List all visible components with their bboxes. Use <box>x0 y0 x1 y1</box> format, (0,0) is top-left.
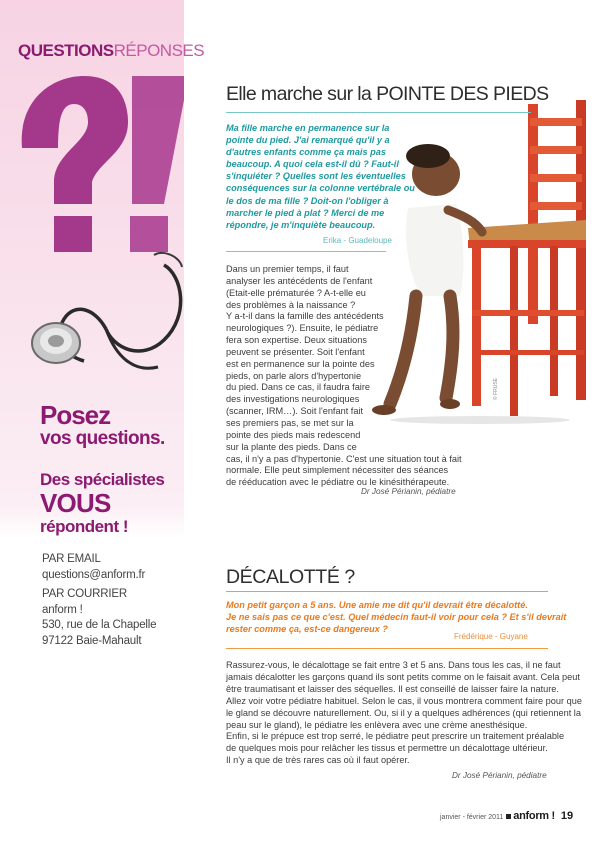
text-line: des investigations neurologiques <box>226 394 360 405</box>
stethoscope-image <box>14 245 190 390</box>
text-line: est en permanence sur la pointe des <box>226 358 375 369</box>
article2-title: DÉCALOTTÉ ? <box>226 566 355 588</box>
article1-signature: Erika - Guadeloupe <box>323 236 392 245</box>
article1-question-rule <box>226 251 386 252</box>
text-line: du pied. Dans ce cas, il faudra faire <box>226 382 371 393</box>
text-line: jamais décalotter les garçons quand ils sont petits comme on le faisait avant. Cela peut <box>226 671 580 682</box>
text-line: Rassurez-vous, le décalottage se fait entre 3 et 5 ans. Dans tous les cas, il ne faut <box>226 660 561 670</box>
address-line: anform ! <box>42 603 83 616</box>
email-label: PAR EMAIL <box>42 553 101 565</box>
section-title-light: RÉPONSES <box>113 41 205 60</box>
text-line: fera son expertise. Deux situations <box>226 335 367 346</box>
text-line: analyser les antécédents de l'enfant <box>226 275 373 286</box>
text-line: (scanner, IRM…). Soit l'enfant fait <box>226 406 364 417</box>
specialists-line: Des spécialistes <box>40 470 165 489</box>
contact-email-block <box>42 552 145 583</box>
article2-question <box>226 599 566 635</box>
page-footer <box>440 810 573 822</box>
text-line: Je ne sais pas ce que c'est. Quel médecin faut-il voir pour cela ? Et s'il devrait <box>226 612 567 622</box>
text-line: peuvent se présenter. Soit l'enfant <box>226 346 365 357</box>
text-line: des problèmes à la naissance ? <box>226 299 356 310</box>
article1-title: Elle marche sur la POINTE DES PIEDS <box>226 83 549 105</box>
square-bullet-icon <box>506 814 511 819</box>
question-exclamation-graphic <box>0 70 184 260</box>
article1-rule <box>226 112 531 113</box>
address-line: 530, rue de la Chapelle <box>42 619 157 631</box>
text-line: cas, il n'y a pas d'hypertonie. C'est une situation tout à fait <box>226 453 462 464</box>
text-line: Mon petit garçon a 5 ans. Une amie me dit qu'il devrait être décalotté. <box>226 600 528 610</box>
contact-mail-block <box>42 587 156 649</box>
article1-question: Ma fille marche en permanence sur la pointe du pied. J'ai remarqué qu'il y a d'autres enfants comme ça mais pas beaucoup. A quoi cela est-il dû ? Faut-il s'inquiéter ? Quelles sont les éventuelles conséquences sur la colonne vertébrale ou le dos de ma fille ? Doit-on l'obliger à marcher le pied à plat ? Merci de me répondre, je m'inquiète beaucoup. <box>226 123 415 230</box>
text-line: peau sur le gland), le pédiatre les enlèvera avec une crème anesthésique. <box>226 719 528 730</box>
page-number: 19 <box>560 810 574 822</box>
respond-line: répondent ! <box>40 517 128 536</box>
text-line: de rééducation avec le pédiatre ou le kinésithérapeute. <box>226 477 450 488</box>
article1-author: Dr José Périanin, pédiatre <box>361 487 456 496</box>
text-line: normale. Elle peut simplement nécessiter des séances <box>226 465 449 476</box>
specialists-heading <box>40 470 164 537</box>
text-line: sur la plante des pieds. Dans ce <box>226 441 357 452</box>
text-line: le gland se découvre naturellement. Ou, si il y a quelques adhérences (qui retiennent la <box>226 707 581 718</box>
article2-question-rule <box>226 648 548 649</box>
address-line: 97122 Baie-Mahault <box>42 634 142 647</box>
article2-author: Dr José Périanin, pédiatre <box>452 771 547 780</box>
vos-questions: vos questions. <box>40 428 165 449</box>
magazine-brand: anform ! <box>513 810 555 822</box>
sidebar <box>0 0 205 841</box>
ask-questions-heading <box>40 402 165 450</box>
text-line: neurologiques ?). Ensuite, le pédiatre <box>226 323 379 334</box>
text-line: pieds, on parle alors d'hypertonie <box>226 370 362 381</box>
mail-label: PAR COURRIER <box>42 588 127 600</box>
text-line: rester comme ça, est-ce dangereux ? <box>226 624 388 634</box>
text-line: être traumatisant et laisser des séquelles. Il est conseillé de laisser faire la nature. <box>226 683 559 694</box>
article2-rule <box>226 591 548 592</box>
text-line: pointe des pieds mais redescend <box>226 429 361 440</box>
text-line: Il n'y a que de très rares cas où il faut opérer. <box>226 755 410 766</box>
article1-answer <box>226 264 462 489</box>
text-line: Enfin, si le prépuce est trop serré, le pédiatre peut prescrire un traitement préalable <box>226 731 565 742</box>
photo-credit: © FRUSE <box>493 377 499 400</box>
posez-word: Posez <box>40 400 111 430</box>
issue-date: janvier - février 2011 <box>440 814 504 821</box>
text-line: Dans un premier temps, il faut <box>226 264 349 274</box>
vous-word: VOUS <box>40 488 111 518</box>
text-line: de quelques mois pour relâcher les tissus et permettre un décalottage ultérieur. <box>226 743 548 754</box>
section-title-bold: QUESTIONS <box>18 41 114 60</box>
text-line: Allez voir votre pédiatre habituel. Selon le cas, il vous montrera comment faire pour que <box>226 695 582 706</box>
text-line: (Etait-elle prématurée ? A-t-elle eu <box>226 287 366 298</box>
text-line: Y a-t-il dans la famille des antécédents <box>226 311 384 322</box>
article2-answer <box>226 660 582 767</box>
text-line: ses premiers pas, se met sur la <box>226 417 354 428</box>
article2-signature: Frédérique - Guyane <box>454 632 528 641</box>
email-address[interactable]: questions@anform.fr <box>42 568 146 581</box>
section-title <box>18 41 204 61</box>
